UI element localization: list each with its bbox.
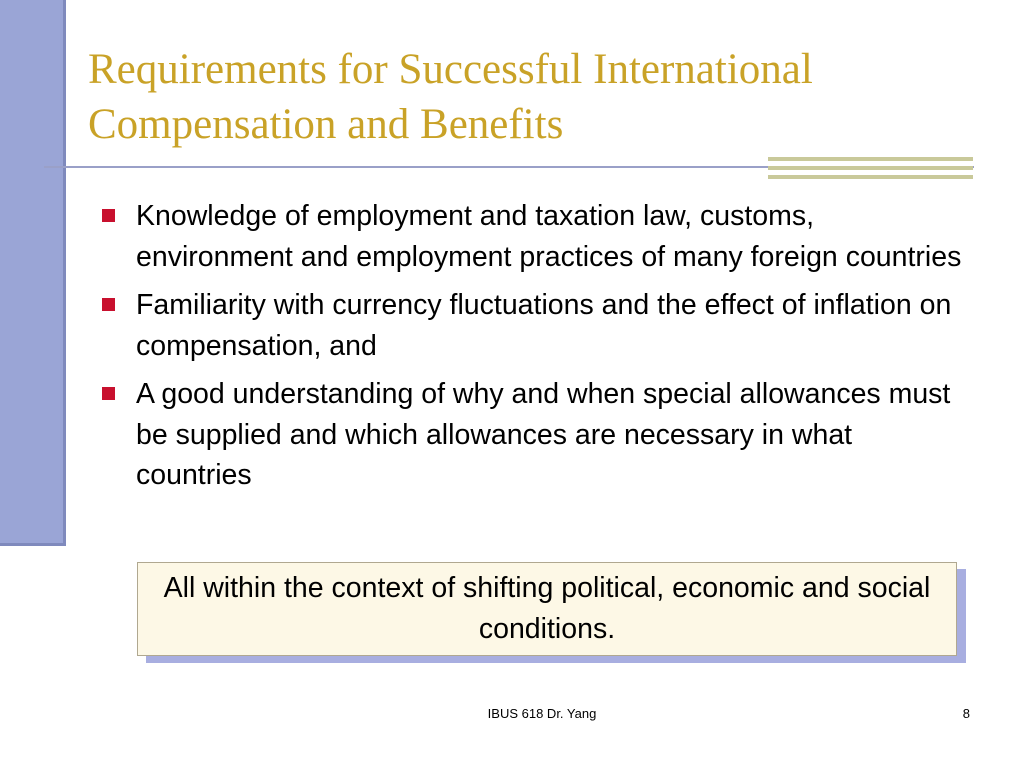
slide-title [88, 42, 988, 152]
bullet-text: A good understanding of why and when special allowances must be supplied and which allowances are necessary in what countries [136, 378, 951, 491]
accent-stripe [768, 166, 973, 170]
slide-title-line-2: Compensation and Benefits [88, 101, 564, 148]
bullet-item [100, 285, 970, 366]
square-bullet-icon [102, 387, 115, 400]
footer-page-number: 8 [962, 706, 970, 721]
accent-stripe [768, 175, 973, 179]
bullet-text: Knowledge of employment and taxation law, customs, environment and employment practices of many foreign countries [136, 200, 962, 273]
square-bullet-icon [102, 298, 115, 311]
bullet-list [100, 196, 970, 504]
footer-course-label: IBUS 618 Dr. Yang [487, 706, 597, 721]
callout-text: All within the context of shifting political, economic and social conditions. [163, 572, 931, 645]
bullet-item [100, 196, 970, 277]
bullet-text: Familiarity with currency fluctuations and the effect of inflation on compensation, and [136, 289, 952, 362]
slide-title-line-1: Requirements for Successful International [88, 46, 813, 93]
bullet-item [100, 374, 970, 496]
callout-box [137, 562, 957, 656]
accent-stripe [768, 157, 973, 161]
left-decorative-bar [0, 0, 66, 546]
square-bullet-icon [102, 209, 115, 222]
title-accent-stripes [768, 157, 973, 179]
